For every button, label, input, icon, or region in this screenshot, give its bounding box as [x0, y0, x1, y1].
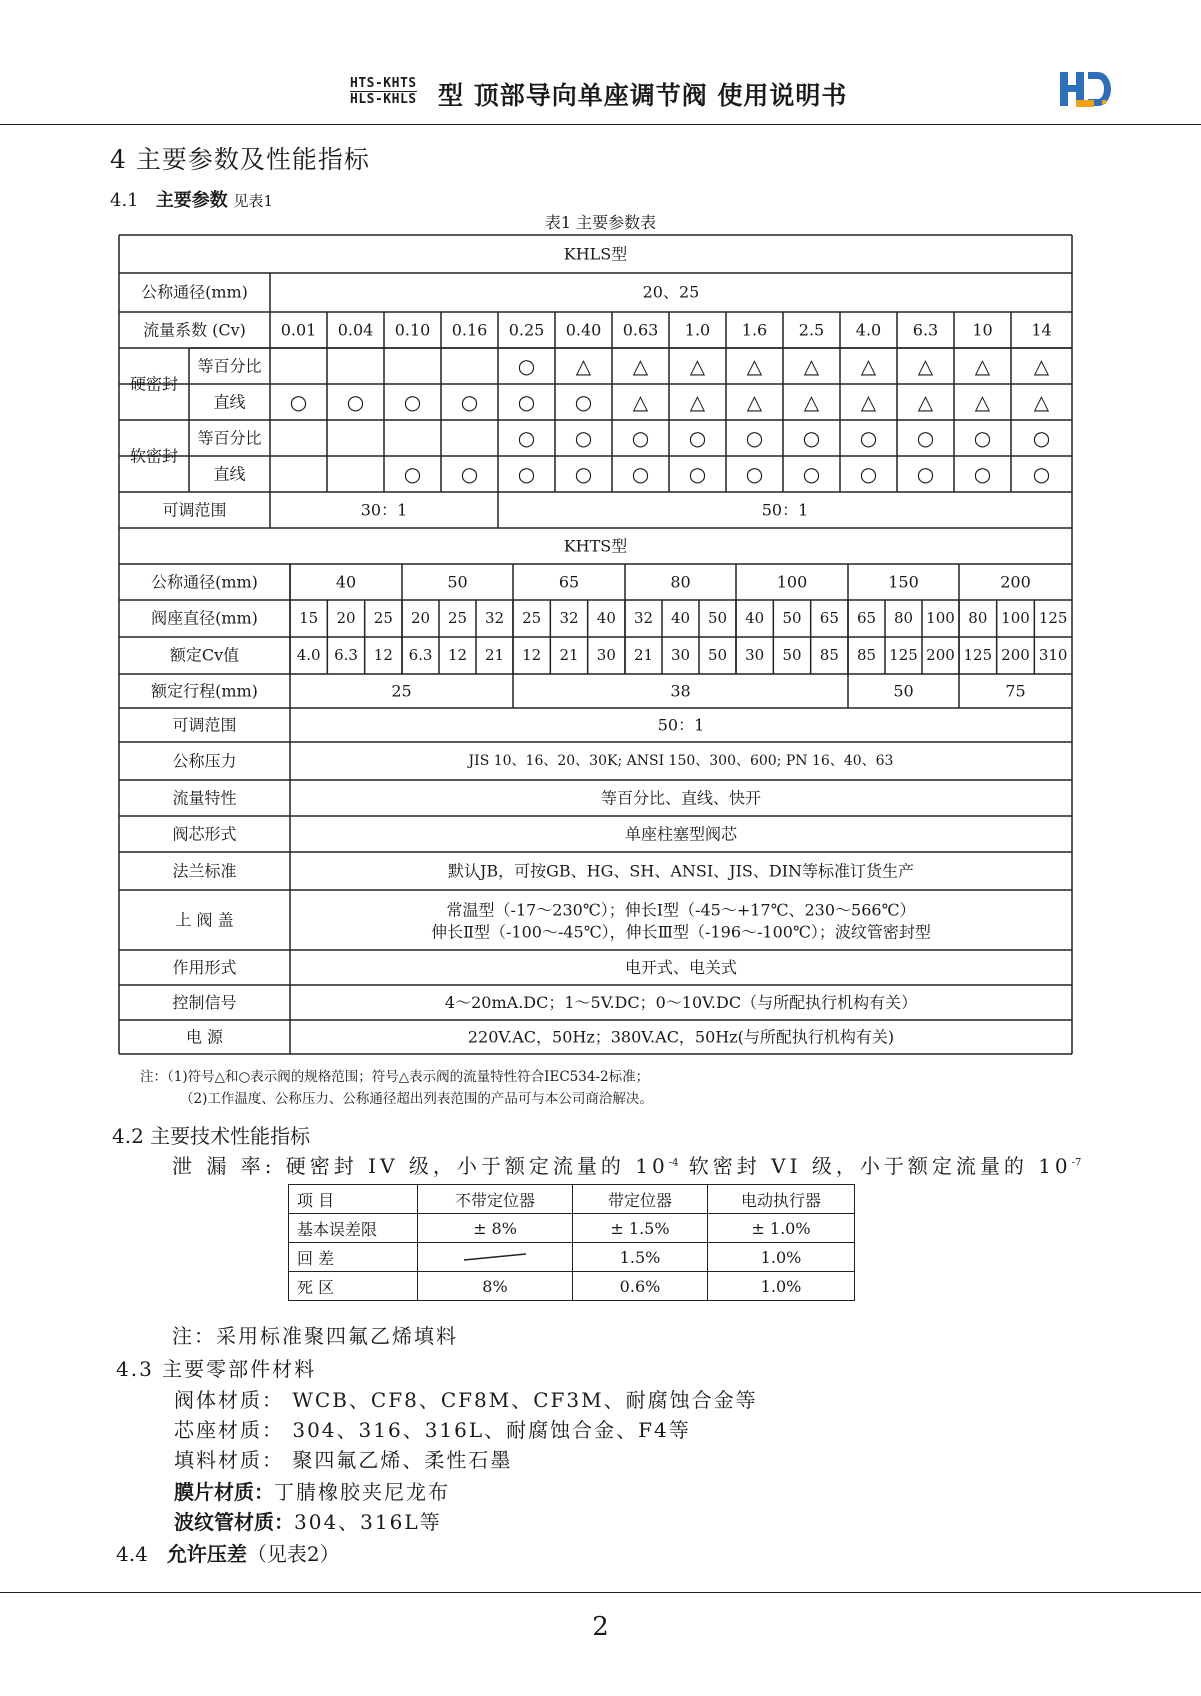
cv-value: 1.0	[684, 320, 711, 340]
seat-value: 50	[782, 609, 802, 627]
dn-value: 200	[1000, 572, 1031, 592]
seat-value: 20	[410, 609, 431, 627]
cv-value: 21	[633, 646, 654, 664]
material-bellows	[174, 1506, 442, 1535]
spec-symbol: ○	[403, 462, 422, 486]
perf-cell: 1.0%	[708, 1243, 855, 1272]
spec-symbol: ○	[859, 462, 878, 486]
material-value: 聚四氟乙烯、柔性石墨	[292, 1448, 513, 1472]
spec-symbol: ○	[517, 462, 536, 486]
perf-cell: 1.5%	[573, 1243, 708, 1272]
perf-cell: 基本误差限	[289, 1214, 418, 1243]
cv-value: 30	[596, 646, 616, 664]
material-value: 304、316L等	[294, 1510, 442, 1534]
row-label: 电 源	[185, 1027, 224, 1047]
row-label: 直线	[213, 392, 246, 412]
cv-value: 6.3	[408, 646, 433, 664]
leakage-text-1: 泄 漏 率: 硬密封 IV 级，小于额定流量的 10	[172, 1154, 669, 1178]
perf-header-cell: 电动执行器	[708, 1185, 855, 1214]
section-4-1-note: 见表1	[233, 192, 274, 210]
bonnet-line-1: 常温型（-17～230℃）；伸长I型（-45～+17℃、230～566℃）	[446, 900, 916, 920]
cv-value: 1.6	[741, 320, 768, 340]
cv-value: 0.10	[394, 320, 431, 340]
note-line-1: 注：（1)符号△和○表示阀的规格范围；符号△表示阀的流量特性符合IEC534-2标准；	[140, 1069, 650, 1085]
row-label: 作用形式	[172, 958, 237, 977]
row-label: 额定Cv值	[169, 645, 240, 665]
cv-value: 310	[1038, 646, 1068, 664]
cv-value: 14	[1031, 320, 1052, 340]
spec-symbol: ○	[802, 462, 821, 486]
row-label: 阀芯形式	[172, 824, 237, 844]
spec-symbol: △	[575, 354, 592, 378]
cell-value: 50：1	[761, 500, 809, 520]
cv-value: 0.04	[337, 320, 374, 340]
cv-value: 4.0	[855, 320, 882, 340]
cv-value: 6.3	[334, 646, 358, 664]
note-line-2: （2)工作温度、公称压力、公称通径超出列表范围的产品可与本公司商洽解决。	[180, 1091, 653, 1107]
cv-value: 0.16	[451, 320, 488, 340]
spec-symbol: ○	[403, 390, 422, 414]
material-label: 阀体材质：	[174, 1388, 284, 1412]
cv-value: 200	[926, 646, 955, 664]
cell-value: 50：1	[657, 715, 705, 735]
material-label: 芯座材质：	[174, 1418, 284, 1442]
cv-value: 10	[972, 320, 993, 340]
cv-value: 85	[819, 646, 839, 664]
stroke-value: 38	[670, 681, 691, 701]
row-label: 上 阀 盖	[175, 910, 234, 930]
seat-value: 80	[893, 609, 914, 627]
seat-value: 15	[299, 609, 319, 627]
spec-symbol: △	[803, 390, 820, 414]
spec-symbol: ○	[1032, 426, 1051, 450]
seat-value: 50	[707, 609, 728, 627]
leakage-text-2: 软密封 VI 级，小于额定流量的 10	[678, 1154, 1072, 1178]
leakage-exp-1: -4	[668, 1157, 679, 1169]
seat-value: 40	[745, 609, 765, 627]
spec-symbol: △	[974, 390, 991, 414]
material-label: 膜片材质：	[174, 1480, 274, 1504]
cv-value: 50	[707, 646, 728, 664]
row-label: 公称压力	[172, 751, 237, 771]
model-line2: HLS-KHLS	[350, 92, 417, 107]
section-4-title: 4 主要参数及性能指标	[110, 145, 370, 174]
seat-value: 125	[1038, 609, 1068, 627]
perf-row	[289, 1214, 855, 1243]
seat-value: 100	[926, 609, 955, 627]
stroke-value: 50	[893, 681, 914, 701]
cell-value: 220V.AC，50Hz；380V.AC，50Hz(与所配执行机构有关)	[467, 1027, 895, 1047]
page-number: 2	[592, 1612, 609, 1642]
spec-symbol: ○	[631, 462, 650, 486]
section-4-4-note: （见表2）	[246, 1542, 340, 1566]
spec-symbol: △	[632, 354, 649, 378]
seat-value: 32	[484, 609, 505, 627]
material-core	[174, 1414, 691, 1443]
spec-symbol: ○	[460, 390, 479, 414]
cv-value: 12	[522, 646, 542, 664]
cv-value: 0.63	[622, 320, 659, 340]
cell-value: 30：1	[360, 500, 408, 520]
spec-symbol: ○	[688, 426, 707, 450]
perf-header-cell: 项 目	[289, 1185, 418, 1214]
cell-value: JIS 10、16、20、30K; ANSI 150、300、600; PN 16、40、63	[468, 753, 894, 769]
material-value: 304、316、316L、耐腐蚀合金、F4等	[292, 1418, 691, 1442]
seat-value: 25	[447, 609, 468, 627]
perf-cell: 回 差	[289, 1243, 418, 1272]
spec-symbol: △	[860, 390, 877, 414]
spec-symbol: ○	[517, 354, 536, 378]
spec-symbol: △	[917, 390, 934, 414]
cv-value: 0.40	[565, 320, 602, 340]
perf-row	[289, 1272, 855, 1301]
spec-symbol: △	[746, 354, 763, 378]
spec-symbol: ○	[517, 390, 536, 414]
spec-symbol: △	[1033, 390, 1050, 414]
cv-value: 0.25	[508, 320, 545, 340]
seat-value: 80	[968, 609, 988, 627]
material-label: 填料材质：	[174, 1448, 284, 1472]
cell-value: 20、25	[642, 282, 700, 302]
perf-cell: ± 8%	[418, 1214, 573, 1243]
spec-symbol: ○	[289, 390, 308, 414]
seat-value: 25	[373, 609, 393, 627]
material-diaphragm	[174, 1476, 450, 1505]
cv-value: 50	[782, 646, 802, 664]
cv-value: 30	[670, 646, 691, 664]
perf-cell-dash	[418, 1243, 573, 1272]
cv-value: 21	[559, 646, 579, 664]
cell-value: 单座柱塞型阀芯	[624, 824, 738, 844]
row-label: 阀座直径(mm)	[151, 608, 258, 628]
section-4-4-heading	[116, 1538, 340, 1567]
cv-value: 21	[484, 646, 505, 664]
model-line1: HTS-KHTS	[350, 76, 417, 91]
perf-cell: 8%	[418, 1272, 573, 1301]
spec-symbol: ○	[916, 426, 935, 450]
packing-note: 注：采用标准聚四氟乙烯填料	[172, 1324, 458, 1348]
row-label: 硬密封	[129, 374, 179, 394]
seat-value: 65	[856, 609, 877, 627]
row-label: 控制信号	[172, 993, 237, 1012]
perf-cell: 死 区	[289, 1272, 418, 1301]
performance-table	[288, 1184, 855, 1301]
dn-value: 65	[558, 572, 580, 592]
spec-symbol: ○	[460, 462, 479, 486]
cv-value: 125	[889, 646, 918, 664]
dn-value: 100	[776, 572, 808, 592]
cell-value: 等百分比、直线、快开	[600, 788, 762, 808]
spec-symbol: ○	[688, 462, 707, 486]
spec-symbol: △	[689, 354, 706, 378]
dn-value: 50	[447, 572, 468, 592]
cv-value: 6.3	[912, 320, 939, 340]
bonnet-line-2: 伸长Ⅱ型（-100～-45℃），伸长Ⅲ型（-196～-100℃）；波纹管密封型	[431, 922, 931, 942]
table-notes	[140, 1066, 653, 1110]
dn-value: 150	[888, 572, 919, 592]
perf-header-cell: 带定位器	[573, 1185, 708, 1214]
row-label: 额定行程(mm)	[151, 681, 258, 701]
dash-line	[460, 1251, 530, 1263]
section-4-1-number: 4.1	[110, 190, 139, 211]
row-label: 可调范围	[172, 715, 237, 735]
row-label: 流量系数 (Cv)	[143, 320, 246, 340]
seat-value: 32	[559, 609, 579, 627]
spec-symbol: ○	[631, 426, 650, 450]
spec-symbol: ○	[346, 390, 365, 414]
cell-value: 4～20mA.DC；1～5V.DC；0～10V.DC（与所配执行机构有关）	[444, 993, 918, 1012]
row-label: 直线	[213, 464, 246, 484]
material-value: WCB、CF8、CF8M、CF3M、耐腐蚀合金等	[292, 1388, 758, 1412]
spec-symbol: ○	[973, 462, 992, 486]
row-label: 可调范围	[162, 500, 227, 520]
dn-value: 80	[670, 572, 691, 592]
cell-value: 默认JB，可按GB、HG、SH、ANSI、JIS、DIN等标准订货生产	[447, 861, 915, 881]
cv-value: 125	[963, 646, 993, 664]
spec-symbol: △	[803, 354, 820, 378]
seat-value: 40	[670, 609, 691, 627]
seat-value: 20	[336, 609, 356, 627]
spec-symbol: ○	[574, 426, 593, 450]
spec-symbol: ○	[517, 426, 536, 450]
cv-value: 12	[447, 646, 468, 664]
spec-symbol: ○	[916, 462, 935, 486]
perf-cell: 1.0%	[708, 1272, 855, 1301]
material-body	[174, 1384, 758, 1413]
perf-cell: ± 1.0%	[708, 1214, 855, 1243]
cv-value: 30	[745, 646, 765, 664]
spec-symbol: ○	[745, 426, 764, 450]
stroke-value: 25	[391, 681, 412, 701]
perf-cell: ± 1.5%	[573, 1214, 708, 1243]
spec-symbol: △	[1033, 354, 1050, 378]
material-label: 波纹管材质：	[174, 1510, 294, 1534]
seat-value: 100	[1001, 609, 1030, 627]
spec-symbol: △	[974, 354, 991, 378]
cv-value: 85	[856, 646, 877, 664]
spec-symbol: ○	[745, 462, 764, 486]
material-packing	[174, 1444, 512, 1473]
cv-value: 12	[373, 646, 393, 664]
section-4-4-number: 4.4	[116, 1542, 148, 1566]
leakage-rate	[172, 1150, 1081, 1179]
section-4-4-title: 允许压差	[166, 1542, 247, 1566]
perf-header-cell: 不带定位器	[418, 1185, 573, 1214]
spec-symbol: ○	[802, 426, 821, 450]
spec-symbol: ○	[1032, 462, 1051, 486]
perf-cell: 0.6%	[573, 1272, 708, 1301]
spec-symbol: △	[860, 354, 877, 378]
material-value: 丁腈橡胶夹尼龙布	[274, 1480, 450, 1504]
spec-symbol: ○	[859, 426, 878, 450]
row-label: 公称通径(mm)	[141, 282, 248, 302]
cv-value: 4.0	[296, 646, 321, 664]
cv-value: 2.5	[798, 320, 825, 340]
seat-value: 32	[633, 609, 654, 627]
section-4-1-title: 主要参数	[155, 190, 228, 211]
row-label: 流量特性	[172, 788, 237, 808]
seat-value: 40	[596, 609, 616, 627]
dn-value: 40	[335, 572, 357, 592]
spec-symbol: ○	[973, 426, 992, 450]
seat-value: 65	[819, 609, 839, 627]
row-label: 等百分比	[197, 356, 262, 376]
cell-value: 电开式、电关式	[624, 958, 738, 977]
footer-rule	[0, 1592, 1201, 1593]
row-label: 等百分比	[197, 428, 262, 448]
spec-symbol: ○	[574, 390, 593, 414]
perf-row	[289, 1243, 855, 1272]
spec-symbol: △	[689, 390, 706, 414]
section-4-2-title: 4.2 主要技术性能指标	[112, 1124, 311, 1148]
row-label: 法兰标准	[172, 861, 237, 881]
stroke-value: 75	[1005, 681, 1026, 701]
row-label: 公称通径(mm)	[151, 572, 258, 592]
spec-symbol: ○	[574, 462, 593, 486]
cv-value: 0.01	[280, 320, 317, 340]
khts-title: KHTS型	[563, 536, 628, 556]
spec-symbol: △	[632, 390, 649, 414]
spec-symbol: △	[917, 354, 934, 378]
seat-value: 25	[522, 609, 542, 627]
perf-header-row	[289, 1185, 855, 1214]
spec-symbol: △	[746, 390, 763, 414]
row-label: 软密封	[129, 446, 179, 466]
section-4-3-title: 4.3 主要零部件材料	[116, 1357, 317, 1381]
cv-value: 200	[1001, 646, 1030, 664]
header-title: 型 顶部导向单座调节阀 使用说明书	[438, 81, 848, 110]
table1-caption: 表1 主要参数表	[544, 213, 657, 232]
leakage-exp-2: -7	[1071, 1157, 1082, 1169]
khls-title: KHLS型	[563, 244, 628, 264]
